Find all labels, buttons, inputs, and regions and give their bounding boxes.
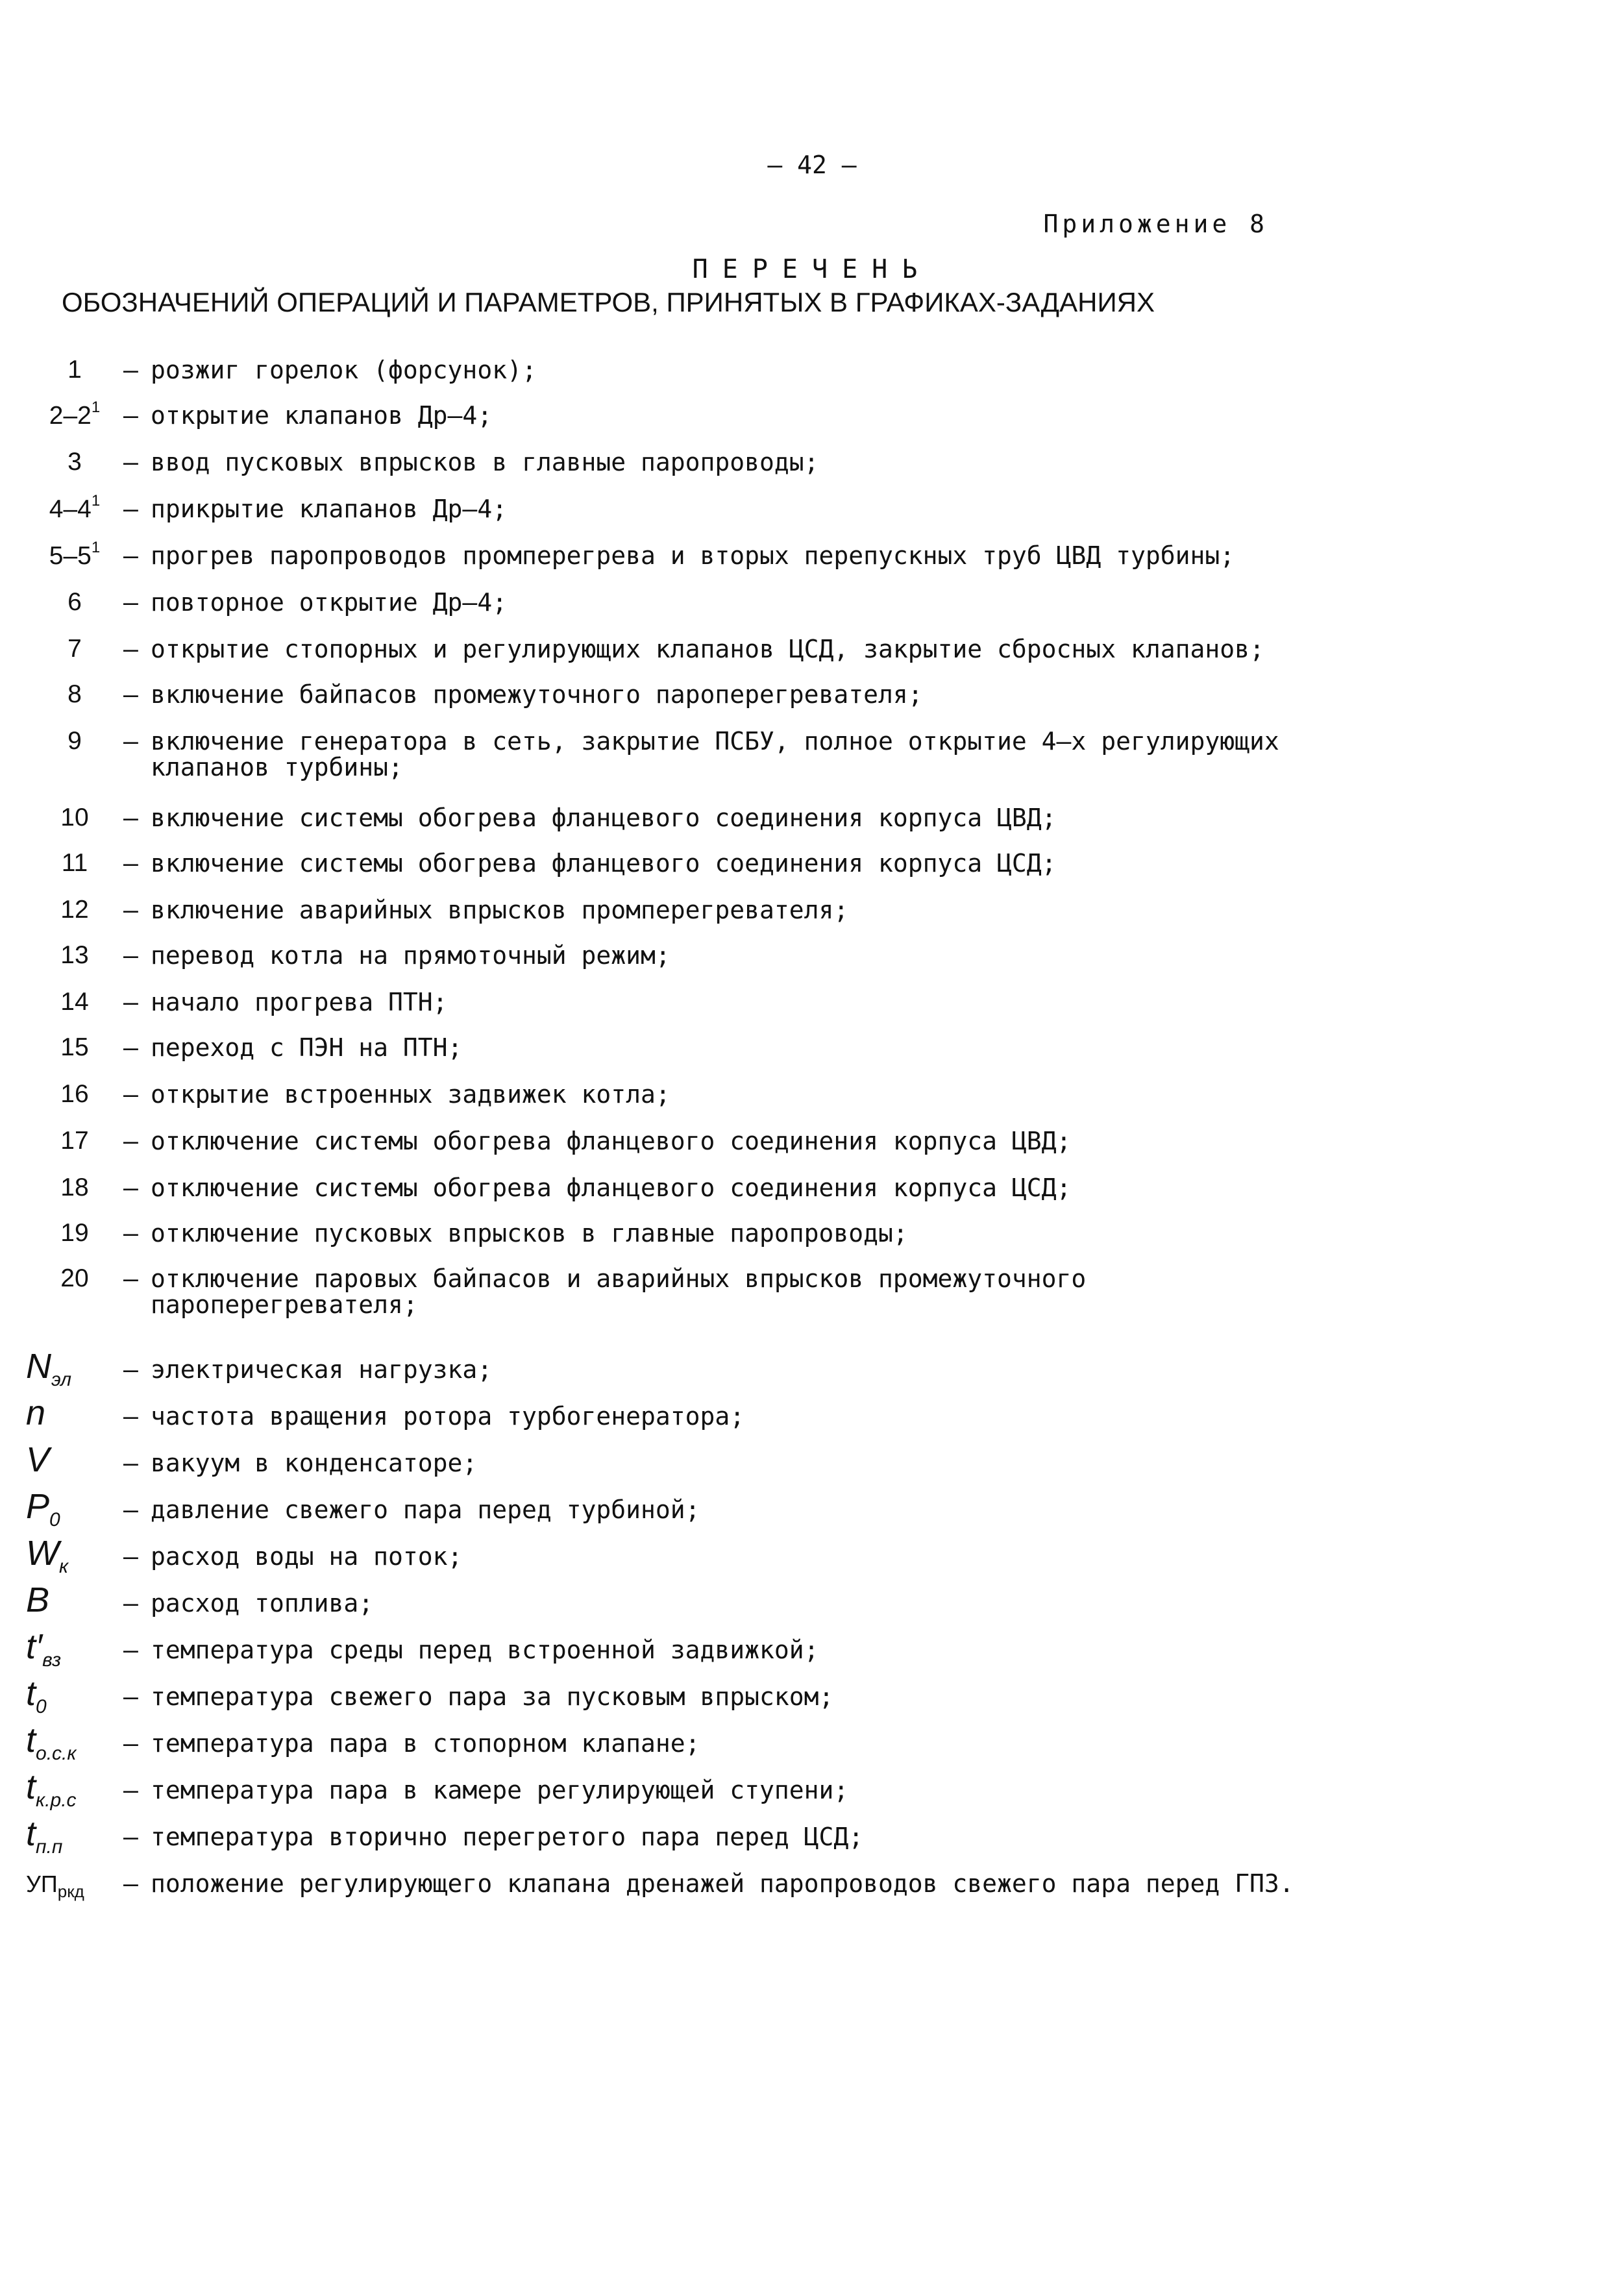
dash-separator: – [123,448,138,476]
operation-code: 14 [60,988,89,1016]
dash-separator: – [123,1636,138,1664]
parameter-description: температура вторично перегретого пара перед ЦСД; [151,1823,864,1851]
dash-separator: – [123,356,138,384]
dash-separator: – [123,1264,138,1293]
parameter-symbol: $W_к$ [26,1534,69,1577]
dash-separator: – [123,849,138,878]
dash-separator: – [123,1823,138,1851]
operation-code: 1 [68,356,82,384]
dash-separator: – [123,401,138,430]
parameter-symbol-subscript: к [58,1555,69,1577]
operation-description: переход с ПЭН на ПТН; [151,1033,463,1062]
operation-description: начало прогрева ПТН; [151,988,448,1016]
operation-code: 9 [68,727,82,755]
dash-separator: – [123,1495,138,1524]
parameter-symbol: $P_0$ [26,1487,60,1530]
dash-separator: – [123,1080,138,1109]
operation-code-superscript: 1 [91,539,101,556]
operation-description: включение байпасов промежуточного пароперегревателя; [151,680,923,709]
operation-code: 18 [60,1174,89,1201]
document-title: ПЕРЕЧЕНЬ [692,254,932,284]
operation-code: $5-5^1$ [49,539,101,570]
operation-code: 12 [60,896,89,924]
parameter-symbol: $N_{эл}$ [26,1347,72,1390]
dash-separator: – [123,1776,138,1804]
dash-separator: – [123,1174,138,1202]
dash-separator: – [123,541,138,570]
parameter-description: температура пара в камере регулирующей ступени; [151,1776,849,1804]
page-number: – 42 – [767,151,857,179]
operation-code: 8 [68,680,82,708]
dash-separator: – [123,941,138,970]
parameter-symbol: $t_{о.с.к}$ [26,1721,77,1764]
parameter-symbol-subscript: п.п [36,1836,63,1858]
dash-separator: – [123,1542,138,1571]
parameter-symbol: $t_{к.р.с}$ [26,1767,77,1811]
operation-description: прикрытие клапанов Др–4; [151,495,508,523]
parameter-description: температура пара в стопорном клапане; [151,1729,700,1758]
parameter-symbol: $t_0$ [26,1674,47,1717]
operation-description: включение системы обогрева фланцевого соединения корпуса ЦСД; [151,849,1057,878]
operation-code: $4-4^1$ [49,492,101,523]
operation-description: включение системы обогрева фланцевого соединения корпуса ЦВД; [151,804,1057,832]
operation-code: 19 [60,1219,89,1247]
operation-description: открытие стопорных и регулирующих клапанов ЦСД, закрытие сбросных клапанов; [151,635,1264,663]
operation-description: повторное открытие Др–4; [151,588,508,617]
dash-separator: – [123,1402,138,1431]
operation-description: перевод котла на прямоточный режим; [151,941,671,970]
operation-code: 3 [68,448,82,476]
parameter-symbol-subscript: эл [51,1368,72,1390]
dash-separator: – [123,1355,138,1384]
parameter-symbol: n [26,1394,46,1432]
parameter-symbol-subscript: вз [42,1649,62,1671]
document-subtitle: ОБОЗНАЧЕНИЙ ОПЕРАЦИЙ И ПАРАМЕТРОВ, ПРИНЯТЫХ В ГРАФИКАХ-ЗАДАНИЯХ [62,287,1155,317]
operation-code-superscript: 1 [91,399,101,416]
operation-code: 7 [68,635,82,663]
parameter-description: давление свежего пара перед турбиной; [151,1495,700,1524]
operation-description: включение аварийных впрысков промперегревателя; [151,896,849,924]
parameter-description: температура среды перед встроенной задвижкой; [151,1636,819,1664]
operation-description: розжиг горелок (форсунок); [151,356,537,384]
parameter-description: электрическая нагрузка; [151,1355,493,1384]
dash-separator: – [123,1127,138,1155]
parameter-symbol-subscript: о.с.к [36,1742,77,1764]
operation-code: $2-2^1$ [49,399,101,430]
parameter-symbol: $t_{п.п}$ [26,1814,63,1858]
appendix-label: Приложение 8 [1043,210,1268,238]
dash-separator: – [123,1869,138,1898]
parameter-symbol-subscript: к.р.с [36,1789,77,1811]
operation-description: прогрев паропроводов промперегрева и вторых перепускных труб ЦВД турбины; [151,541,1235,570]
dash-separator: – [123,1449,138,1477]
parameter-symbol-subscript: 0 [49,1508,60,1530]
dash-separator: – [123,804,138,832]
operation-code: 15 [60,1033,89,1061]
operation-description: отключение системы обогрева фланцевого соединения корпуса ЦСД; [151,1174,1072,1202]
operation-description: отключение паровых байпасов и аварийных впрысков промежуточного пароперегревателя; [151,1264,1087,1319]
operation-code: 13 [60,941,89,969]
dash-separator: – [123,495,138,523]
operation-code: 11 [61,849,88,877]
parameter-description: расход топлива; [151,1589,374,1617]
dash-separator: – [123,680,138,709]
operation-code: 17 [60,1127,89,1155]
parameter-symbol-subscript: ркд [57,1882,84,1902]
operation-description: открытие клапанов Др–4; [151,401,493,430]
dash-separator: – [123,896,138,924]
operation-description: открытие встроенных задвижек котла; [151,1080,671,1109]
dash-separator: – [123,1033,138,1062]
operation-code-superscript: 1 [91,492,101,510]
operation-code: 10 [60,804,89,831]
operation-description: ввод пусковых впрысков в главные паропроводы; [151,448,819,476]
operation-code: 16 [60,1080,89,1108]
dash-separator: – [123,635,138,663]
parameter-description: температура свежего пара за пусковым впрыском; [151,1682,834,1711]
parameter-description: частота вращения ротора турбогенератора; [151,1402,745,1431]
parameter-symbol: B [26,1580,50,1619]
dash-separator: – [123,1589,138,1617]
parameter-description: вакуум в конденсаторе; [151,1449,478,1477]
dash-separator: – [123,588,138,617]
dash-separator: – [123,1682,138,1711]
operation-description: отключение пусковых впрысков в главные паропроводы; [151,1219,908,1247]
operation-description: включение генератора в сеть, закрытие ПСБУ, полное открытие 4–х регулирующих клапанов турбины; [151,727,1279,781]
parameter-symbol: $t'_{вз}$ [26,1627,62,1671]
operation-code: 20 [60,1264,89,1292]
parameter-description: расход воды на поток; [151,1542,463,1571]
dash-separator: – [123,727,138,756]
parameter-symbol-subscript: 0 [36,1695,47,1717]
dash-separator: – [123,988,138,1016]
parameter-symbol: V [26,1440,50,1479]
parameter-symbol: $УП_{ркд}$ [26,1871,84,1902]
dash-separator: – [123,1219,138,1247]
dash-separator: – [123,1729,138,1758]
parameter-description: положение регулирующего клапана дренажей паропроводов свежего пара перед ГПЗ. [151,1869,1294,1898]
operation-description: отключение системы обогрева фланцевого соединения корпуса ЦВД; [151,1127,1072,1155]
operation-code: 6 [68,588,82,616]
